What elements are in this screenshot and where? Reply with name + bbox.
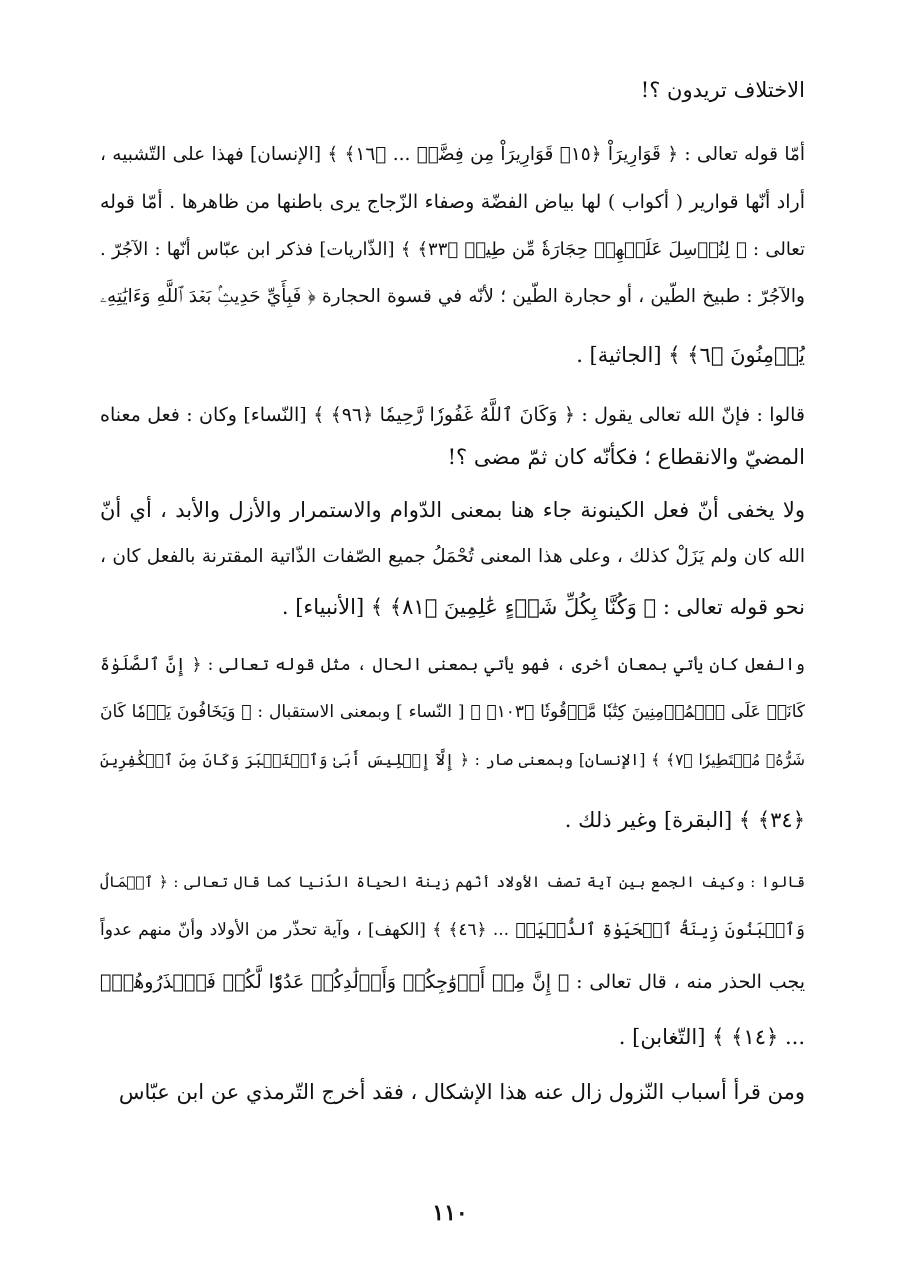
text-line: ﴿٣٤﴾ ﴾ [البقرة] وغير ذلك . <box>564 808 805 832</box>
text-line: المضيّ والانقطاع ؛ فكأنّه كان ثمّ مضى ؟! <box>447 445 805 469</box>
text-line: الاختلاف تريدون ؟! <box>640 78 805 102</box>
text-line: كَانَتۡ عَلَى ٱلۡمُؤۡمِنِينَ كِتَٰبٗا مَّوۡقُوتٗا ﴿١٠٣﴾ ﴾ [ النّساء ] وبمعنى الاستقبال : ﴿ وَيَخَافُونَ يَوۡمٗا كَانَ <box>100 702 805 722</box>
text-line: يُؤۡمِنُونَ ﴿٦﴾ ﴾ [الجاثية] . <box>576 343 805 367</box>
text-line: أراد أنّها قوارير ( أكواب ) لها بياض الفضّة وصفاء الزّجاج يرى باطنها من ظاهرها . أمّا قوله <box>100 191 805 213</box>
text-line: تعالى : ﴿ لِنُرۡسِلَ عَلَيۡهِمۡ حِجَارَةٗ مِّن طِينٖ ﴿٣٣﴾ ﴾ [الذّاريات] فذكر ابن عبّاس أنّها : الآجُرّ . <box>100 239 805 260</box>
page-number: ١١٠ <box>432 1200 468 1226</box>
text-line: ولا يخفى أنّ فعل الكينونة جاء هنا بمعنى الدّوام والاستمرار والأزل والأبد ، أي أنّ <box>100 498 805 522</box>
text-line: الله كان ولم يَزَلْ كذلك ، وعلى هذا المعنى تُحْمَلُ جميع الصّفات الذّاتية المقترنة بالفعل كان ، <box>100 546 805 567</box>
text-line: ... ﴿١٤﴾ ﴾ [التّغابن] . <box>618 1025 805 1049</box>
text-line: قالوا : وكيف الجمع بين آية تصف الأولاد أنّهم زينة الحياة الدّنيا كما قال تعالى : ﴿ ٱلۡمَالُ <box>100 873 805 891</box>
text-line: ومن قرأ أسباب النّزول زال عنه هذا الإشكال ، فقد أخرج التّرمذي عن ابن عبّاس <box>118 1080 805 1104</box>
text-line: شَرُّهُۥ مُسۡتَطِيرٗا ﴿٧﴾ ﴾ [الإنسان] وبمعنى صار : ﴿ إِلَّآ إِبۡلِيسَ أَبَىٰ وَٱسۡتَكۡبَرَ وَكَانَ مِنَ ٱلۡكَٰفِرِينَ <box>100 751 805 769</box>
document-body <box>100 0 805 1271</box>
text-line: والآجُرّ : طبيخ الطّين ، أو حجارة الطّين ؛ لأنّه في قسوة الحجارة ﴿ فَبِأَيِّ حَدِيثِۢ بَعۡدَ ٱللَّهِ وَءَايَٰتِهِۦ <box>100 286 805 307</box>
text-line: يجب الحذر منه ، قال تعالى : ﴿ إِنَّ مِنۡ أَزۡوَٰجِكُمۡ وَأَوۡلَٰدِكُمۡ عَدُوّٗا لَّكُمۡ فَٱحۡذَرُوهُمۡۚ <box>100 971 805 993</box>
text-line: وَٱلۡبَنُونَ زِينَةُ ٱلۡحَيَوٰةِ ٱلدُّنۡيَاۖ ... ﴿٤٦﴾ ﴾ [الكهف] ، وآية تحذّر من الأولاد وأنّ منهم عدواً <box>100 920 805 940</box>
text-line: أمّا قوله تعالى : ﴿ قَوَارِيرَاْ ﴿١٥﴾ قَوَارِيرَاْ مِن فِضَّةٖ ... ﴿١٦﴾ ﴾ [الإنسان] فهذا على التّشبيه ، <box>100 144 805 165</box>
text-line: قالوا : فإنّ الله تعالى يقول : ﴿ وَكَانَ ٱللَّهُ غَفُورٗا رَّحِيمٗا ﴿٩٦﴾ ﴾ [النّساء] وكان : فعل معناه <box>100 404 805 426</box>
text-line: والفعل كان يأتي بمعان أخرى ، فهو يأتي بمعنى الحال ، مثل قوله تعالى : ﴿ إِنَّ ٱلصَّلَوٰةَ <box>100 655 805 675</box>
text-line: نحو قوله تعالى : ﴿ وَكُنَّا بِكُلِّ شَيۡءٍ عَٰلِمِينَ ﴿٨١﴾ ﴾ [الأنبياء] . <box>281 595 805 619</box>
